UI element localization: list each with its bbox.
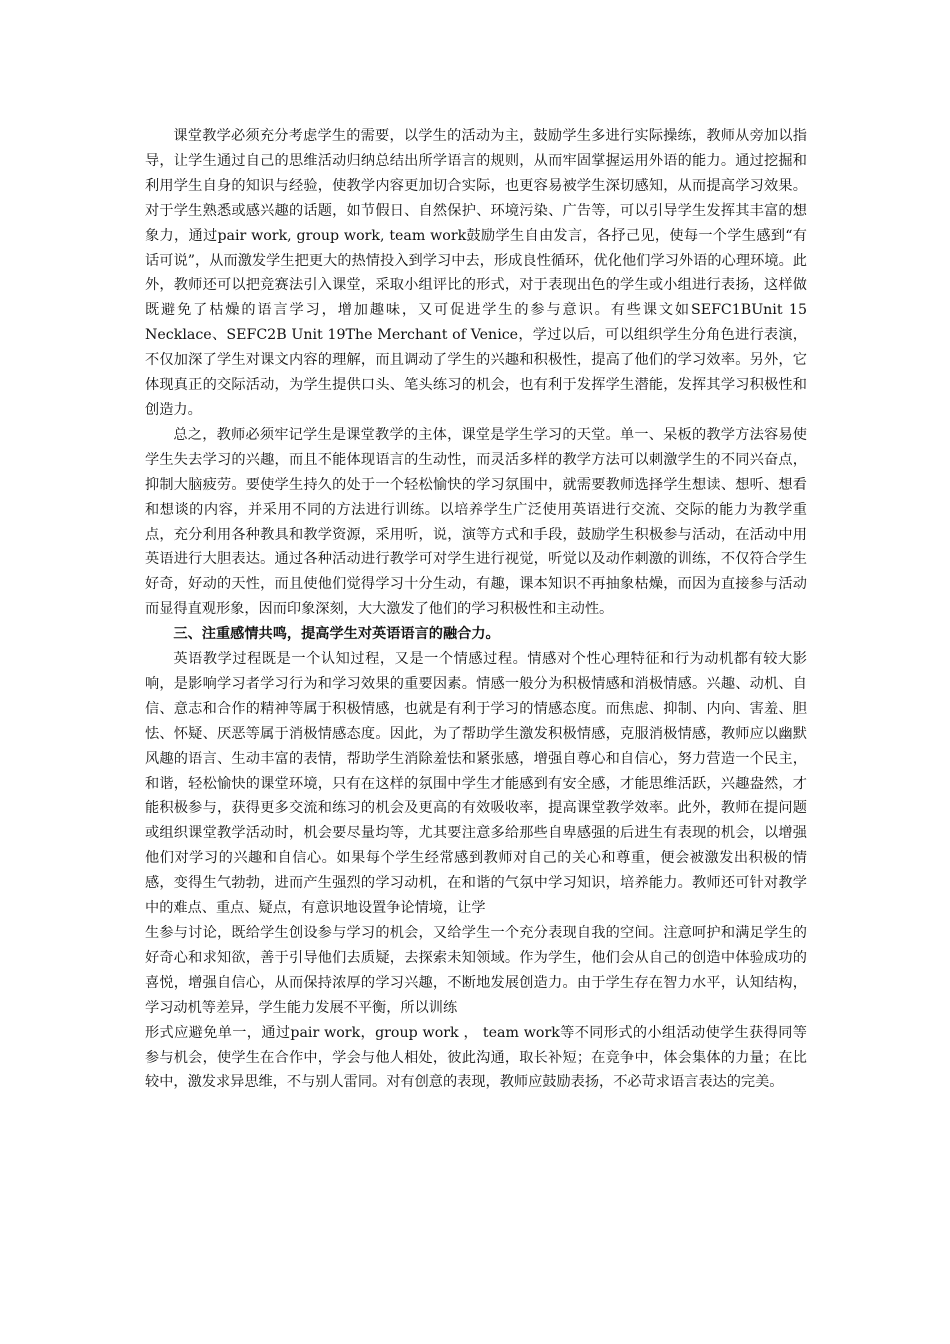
paragraph-group-work: 形式应避免单一，通过pair work，group work ， team work等不同形式的小组活动使学生获得同等参与机会，使学生在合作中，学会与他人相处，彼此沟通，取长补短；在竞争中，体会集体的力量；在比较中，激发求异思维，不与别人雷同。对有创意的表现，教师应鼓励表扬，不必苛求语言表达的完美。 [145,1024,807,1091]
paragraph-emotion: 英语教学过程既是一个认知过程，又是一个情感过程。情感对个性心理特征和行为动机都有较大影响，是影响学习者学习行为和学习效果的重要因素。情感一般分为积极情感和消极情感。兴趣、动机、自信、意志和合作的精神等属于积极情感，也就是有利于学习的情感态度。而焦虑、抑制、内向、害羞、胆怯、怀疑、厌恶等属于消极情感态度。因此，为了帮助学生激发积极情感，克服消极情感，教师应以幽默风趣的语言、生动丰富的表情，帮助学生消除羞怯和紧张感，增强自尊心和自信心，努力营造一个民主，和谐，轻松愉快的课堂环境，只有在这样的氛围中学生才能感到有安全感，才能思维活跃，兴趣盎然，才能积极参与，获得更多交流和练习的机会及更高的有效吸收率，提高课堂教学效率。此外，教师在提问题或组织课堂教学活动时，机会要尽量均等，尤其要注意多给那些自卑感强的后进生有表现的机会，以增强他们对学习的兴趣和自信心。如果每个学生经常感到教师对自己的关心和尊重，便会被激发出积极的情感，变得生气勃勃，进而产生强烈的学习动机，在和谐的气氛中学习知识，培养能力。教师还可针对教学中的难点、重点、疑点，有意识地设置争论情境，让学 [145,651,807,917]
paragraph-summary: 总之，教师必须牢记学生是课堂教学的主体，课堂是学生学习的天堂。单一、呆板的教学方法容易使学生失去学习的兴趣，而且不能体现语言的生动性，而灵活多样的教学方法可以刺激学生的不同兴奋点，抑制大脑疲劳。要使学生持久的处于一个轻松愉快的学习氛围中，就需要教师选择学生想读、想听、想看和想谈的内容，并采用不同的方法进行训练。以培养学生广泛使用英语进行交流、交际的能力为教学重点，充分利用各种教具和教学资源，采用听，说，演等方式和手段，鼓励学生积极参与活动，在活动中用英语进行大胆表达。通过各种活动进行教学可对学生进行视觉，听觉以及动作刺激的训练，不仅符合学生好奇，好动的天性，而且使他们觉得学习十分生动，有趣，课本知识不再抽象枯燥，而因为直接参与活动而显得直观形象，因而印象深刻，大大激发了他们的学习积极性和主动性。 [145,426,807,618]
section-heading-3: 三、注重感情共鸣，提高学生对英语语言的融合力。 [173,626,500,643]
document-page [145,124,807,1095]
paragraph-discussion: 生参与讨论，既给学生创设参与学习的机会，又给学生一个充分表现自我的空间。注意呵护和满足学生的好奇心和求知欲，善于引导他们去质疑，去探索未知领域。作为学生，他们会从自己的创造中体验成功的喜悦，增强自信心，从而保持浓厚的学习兴趣，不断地发展创造力。由于学生存在智力水平，认知结构，学习动机等差异，学生能力发展不平衡，所以训练 [145,925,807,1016]
paragraph-classroom-activities: 课堂教学必须充分考虑学生的需要，以学生的活动为主，鼓励学生多进行实际操练，教师从旁加以指导，让学生通过自己的思维活动归纳总结出所学语言的规则，从而牢固掌握运用外语的能力。通过挖掘和利用学生自身的知识与经验，使教学内容更加切合实际，也更容易被学生深切感知，从而提高学习效果。对于学生熟悉或感兴趣的话题，如节假日、自然保护、环境污染、广告等，可以引导学生发挥其丰富的想象力，通过pair work, group work, team work鼓励学生自由发言，各抒己见，使每一个学生感到“有话可说”，从而激发学生把更大的热情投入到学习中去，形成良性循环，优化他们学习外语的心理环境。此外，教师还可以把竞赛法引入课堂，采取小组评比的形式，对于表现出色的学生或小组进行表扬，这样做既避免了枯燥的语言学习，增加趣味，又可促进学生的参与意识。有些课文如SEFC1BUnit 15 Necklace、SEFC2B Unit 19The Merchant of Venice，学过以后，可以组织学生分角色进行表演，不仅加深了学生对课文内容的理解，而且调动了学生的兴趣和积极性，提高了他们的学习效率。另外，它体现真正的交际活动，为学生提供口头、笔头练习的机会，也有利于发挥学生潜能，发挥其学习积极性和创造力。 [145,128,807,418]
